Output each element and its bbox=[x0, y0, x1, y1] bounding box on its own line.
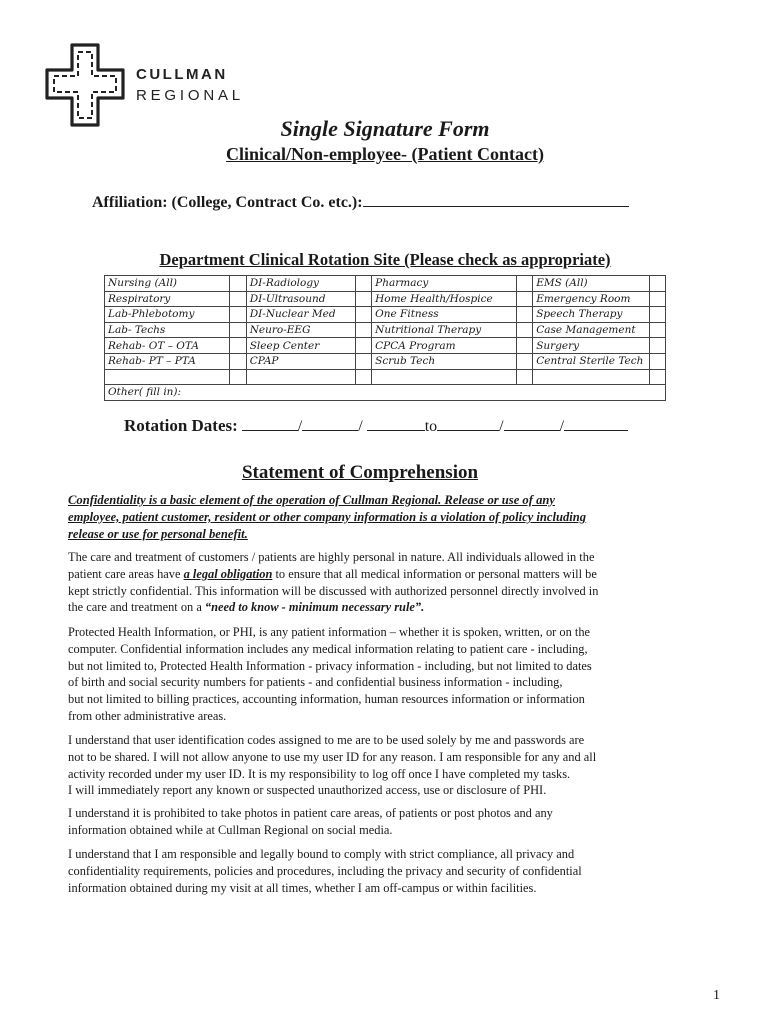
site-checkbox-cell[interactable] bbox=[355, 307, 371, 323]
brand-name-line2: REGIONAL bbox=[136, 87, 244, 104]
confidentiality-intro bbox=[68, 492, 708, 543]
brand-name-line1: CULLMAN bbox=[136, 66, 228, 83]
site-checkbox-cell[interactable] bbox=[516, 322, 532, 338]
rotation-dates bbox=[124, 416, 628, 436]
site-name-cell: Speech Therapy bbox=[533, 307, 649, 323]
site-name-cell: Rehab- OT – OTA bbox=[105, 338, 230, 354]
site-name-cell: CPAP bbox=[246, 353, 355, 369]
site-name-cell: DI-Nuclear Med bbox=[246, 307, 355, 323]
form-subtitle: Clinical/Non-employee- (Patient Contact) bbox=[226, 144, 544, 164]
site-checkbox-cell[interactable] bbox=[230, 369, 246, 385]
date-separator: / bbox=[297, 418, 303, 435]
paragraph-line: but not limited to billing practices, accounting information, human resources information or information bbox=[68, 692, 585, 707]
site-checkbox-cell[interactable] bbox=[649, 291, 665, 307]
text-run: patient care areas have bbox=[68, 566, 184, 581]
need-to-know-emphasis: “need to know - minimum necessary rule”. bbox=[204, 600, 425, 615]
intro-line: employee, patient customer, resident or other company information is a violation of policy including bbox=[68, 510, 587, 524]
site-name-cell: Respiratory bbox=[105, 291, 230, 307]
site-checkbox-cell[interactable] bbox=[355, 338, 371, 354]
other-site-row bbox=[105, 385, 666, 401]
date-separator: / bbox=[559, 418, 565, 435]
department-heading: Department Clinical Rotation Site (Please check as appropriate) bbox=[159, 250, 611, 269]
site-name-cell: CPCA Program bbox=[372, 338, 517, 354]
site-name-cell: Rehab- PT – PTA bbox=[105, 353, 230, 369]
site-name-cell: EMS (All) bbox=[533, 276, 649, 292]
site-name-cell bbox=[105, 369, 230, 385]
date-separator: / bbox=[358, 418, 363, 435]
text-run: to ensure that all medical information or personal matters will be bbox=[272, 566, 597, 581]
paragraph-line: kept strictly confidential. This information will be discussed with authorized personnel directly involved in bbox=[68, 583, 599, 598]
date-separator: / bbox=[499, 418, 504, 435]
form-title: Single Signature Form bbox=[280, 116, 490, 141]
end-day-blank[interactable] bbox=[504, 418, 560, 431]
legal-obligation-emphasis: a legal obligation bbox=[183, 566, 273, 581]
paragraph-photos bbox=[68, 805, 718, 839]
site-row bbox=[105, 291, 666, 307]
site-checkbox-cell[interactable] bbox=[230, 338, 246, 354]
site-name-cell: Central Sterile Tech bbox=[533, 353, 649, 369]
paragraph-line: information obtained during my visit at all times, whether I am off-campus or within facilities. bbox=[68, 880, 537, 895]
site-checkbox-cell[interactable] bbox=[230, 322, 246, 338]
site-checkbox-cell[interactable] bbox=[649, 276, 665, 292]
paragraph-line: from other administrative areas. bbox=[68, 708, 227, 723]
site-name-cell: Pharmacy bbox=[372, 276, 517, 292]
site-name-cell: One Fitness bbox=[372, 307, 517, 323]
site-row bbox=[105, 276, 666, 292]
paragraph-line: activity recorded under my user ID. It is my responsibility to log off once I have completed my tasks. bbox=[68, 766, 571, 781]
site-name-cell: Case Management bbox=[533, 322, 649, 338]
site-checkbox-cell[interactable] bbox=[355, 369, 371, 385]
paragraph-line: not to be shared. I will not allow anyone to use my user ID for any reason. I am responsible for any and all bbox=[68, 749, 597, 764]
site-name-cell: Nutritional Therapy bbox=[372, 322, 517, 338]
page-number: 1 bbox=[713, 988, 720, 1003]
paragraph-line bbox=[68, 599, 718, 616]
intro-line: Confidentiality is a basic element of the operation of Cullman Regional. Release or use of any bbox=[68, 493, 555, 507]
site-checkbox-cell[interactable] bbox=[649, 353, 665, 369]
affiliation-label: Affiliation: (College, Contract Co. etc.): bbox=[92, 194, 363, 211]
paragraph-line bbox=[68, 566, 718, 583]
site-checkbox-cell[interactable] bbox=[649, 369, 665, 385]
paragraph-line: computer. Confidential information includes any medical information relating to patient care - including, bbox=[68, 641, 588, 656]
start-month-blank[interactable] bbox=[242, 418, 298, 431]
site-checkbox-cell[interactable] bbox=[230, 291, 246, 307]
paragraph-care-treatment bbox=[68, 549, 718, 616]
rotation-dates-label: Rotation Dates: bbox=[124, 416, 238, 435]
start-day-blank[interactable] bbox=[302, 418, 358, 431]
paragraph-line: information obtained while at Cullman Regional on social media. bbox=[68, 822, 393, 837]
site-row bbox=[105, 307, 666, 323]
site-checkbox-cell[interactable] bbox=[516, 353, 532, 369]
paragraph-line: The care and treatment of customers / patients are highly personal in nature. All individuals allowed in the bbox=[68, 550, 595, 564]
intro-line: release or use for personal benefit. bbox=[68, 527, 248, 541]
site-name-cell: Emergency Room bbox=[533, 291, 649, 307]
site-checkbox-cell[interactable] bbox=[516, 307, 532, 323]
site-checkbox-cell[interactable] bbox=[355, 322, 371, 338]
site-name-cell: Neuro-EEG bbox=[246, 322, 355, 338]
site-checkbox-cell[interactable] bbox=[649, 307, 665, 323]
site-name-cell: DI-Ultrasound bbox=[246, 291, 355, 307]
paragraph-line: but not limited to, Protected Health Information - privacy information - including, but not limited to dates bbox=[68, 658, 592, 673]
site-checkbox-cell[interactable] bbox=[230, 353, 246, 369]
affiliation-field[interactable] bbox=[92, 192, 629, 212]
site-checkbox-cell[interactable] bbox=[516, 338, 532, 354]
paragraph-line: I understand it is prohibited to take photos in patient care areas, of patients or post photos and any bbox=[68, 806, 553, 820]
site-row bbox=[105, 338, 666, 354]
end-month-blank[interactable] bbox=[437, 418, 499, 431]
rotation-site-table bbox=[104, 275, 666, 401]
site-checkbox-cell[interactable] bbox=[649, 338, 665, 354]
site-checkbox-cell[interactable] bbox=[516, 276, 532, 292]
site-name-cell: Nursing (All) bbox=[105, 276, 230, 292]
date-to-label: to bbox=[424, 418, 438, 435]
site-row bbox=[105, 369, 666, 385]
site-checkbox-cell[interactable] bbox=[355, 291, 371, 307]
site-row bbox=[105, 322, 666, 338]
site-name-cell: Home Health/Hospice bbox=[372, 291, 517, 307]
site-row bbox=[105, 353, 666, 369]
site-checkbox-cell[interactable] bbox=[230, 276, 246, 292]
paragraph-phi bbox=[68, 624, 718, 725]
site-name-cell bbox=[246, 369, 355, 385]
text-run: the care and treatment on a bbox=[68, 600, 205, 615]
site-name-cell: DI-Radiology bbox=[246, 276, 355, 292]
end-year-blank[interactable] bbox=[564, 418, 628, 431]
start-year-blank[interactable] bbox=[367, 418, 425, 431]
paragraph-line: I understand that I am responsible and legally bound to comply with strict compliance, all privacy and bbox=[68, 847, 575, 861]
paragraph-line: Protected Health Information, or PHI, is any patient information – whether it is spoken, written, or on the bbox=[68, 625, 591, 639]
paragraph-line: I will immediately report any known or suspected unauthorized access, use or disclosure of PHI. bbox=[68, 783, 547, 798]
site-checkbox-cell[interactable] bbox=[230, 307, 246, 323]
site-name-cell: Sleep Center bbox=[246, 338, 355, 354]
site-name-cell: Lab-Phlebotomy bbox=[105, 307, 230, 323]
paragraph-line: confidentiality requirements, policies and procedures, including the privacy and security of confidential bbox=[68, 863, 582, 878]
site-name-cell: Scrub Tech bbox=[372, 353, 517, 369]
site-checkbox-cell[interactable] bbox=[516, 369, 532, 385]
affiliation-blank-line[interactable] bbox=[363, 192, 629, 207]
site-checkbox-cell[interactable] bbox=[355, 353, 371, 369]
site-name-cell: Lab- Techs bbox=[105, 322, 230, 338]
other-site-field[interactable]: Other( fill in): bbox=[105, 385, 666, 401]
paragraph-line: of birth and social security numbers for patients - and confidential business information - including, bbox=[68, 675, 563, 690]
site-name-cell: Surgery bbox=[533, 338, 649, 354]
paragraph-user-id bbox=[68, 732, 718, 799]
statement-heading: Statement of Comprehension bbox=[241, 462, 479, 483]
site-checkbox-cell[interactable] bbox=[516, 291, 532, 307]
site-name-cell bbox=[372, 369, 517, 385]
site-checkbox-cell[interactable] bbox=[355, 276, 371, 292]
site-checkbox-cell[interactable] bbox=[649, 322, 665, 338]
paragraph-line: I understand that user identification codes assigned to me are to be used solely by me and passwords are bbox=[68, 733, 585, 747]
site-name-cell bbox=[533, 369, 649, 385]
paragraph-compliance bbox=[68, 846, 718, 896]
